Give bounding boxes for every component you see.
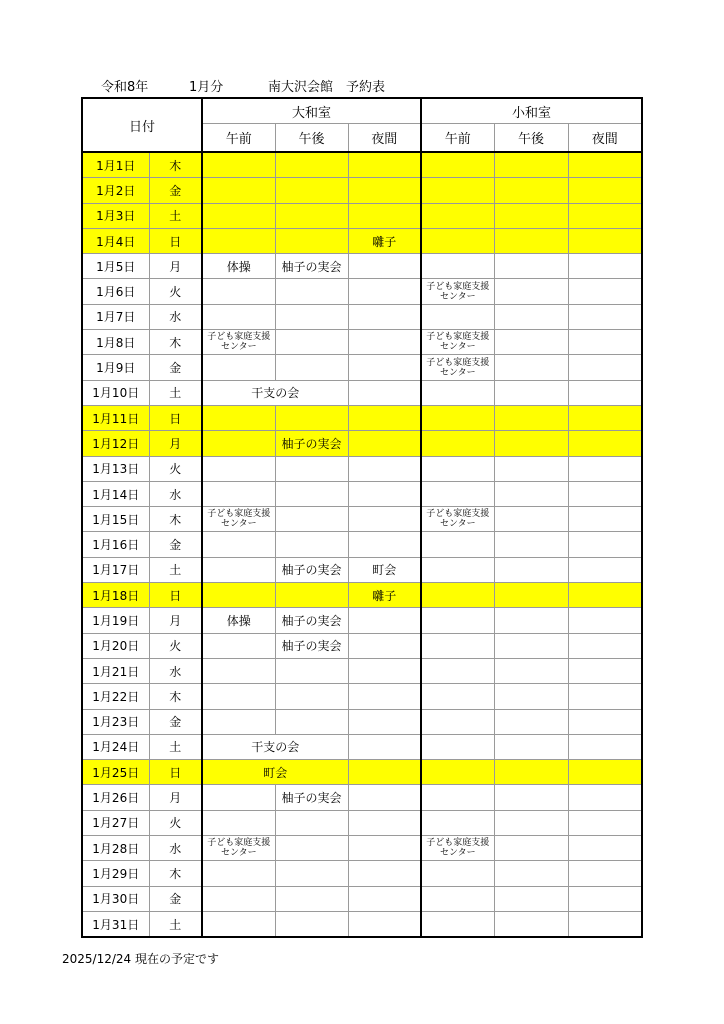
table-row: [82, 911, 642, 937]
date-cell: 1月22日: [82, 684, 149, 709]
large-room-morning: [202, 684, 275, 709]
large-room-morning: [202, 810, 275, 835]
slot-night: 夜間: [348, 124, 421, 153]
large-room-afternoon: 柚子の実会: [275, 608, 348, 633]
table-row: [82, 178, 642, 203]
large-room-morning: [202, 178, 275, 203]
small-room-night: [568, 481, 642, 506]
small-room-morning: 子ども家庭支援 センター: [421, 507, 494, 532]
large-room-morning: [202, 279, 275, 304]
large-room-afternoon: [275, 886, 348, 911]
small-room-afternoon: [494, 330, 568, 355]
large-room-afternoon: [275, 658, 348, 683]
large-room-span-cell: 干支の会: [202, 380, 348, 405]
large-room-night: [348, 709, 421, 734]
large-room-afternoon: [275, 304, 348, 329]
small-room-morning: [421, 658, 494, 683]
large-room-night: [348, 279, 421, 304]
table-row: [82, 405, 642, 430]
small-room-night: [568, 532, 642, 557]
small-room-afternoon: [494, 633, 568, 658]
large-room-afternoon: [275, 330, 348, 355]
large-room-morning: [202, 532, 275, 557]
small-room-night: [568, 810, 642, 835]
small-room-morning: [421, 734, 494, 759]
date-cell: 1月25日: [82, 760, 149, 785]
date-cell: 1月3日: [82, 203, 149, 228]
large-room-afternoon: [275, 228, 348, 253]
large-room-morning: [202, 557, 275, 582]
small-room-night: [568, 557, 642, 582]
date-cell: 1月8日: [82, 330, 149, 355]
date-cell: 1月13日: [82, 456, 149, 481]
small-room-night: [568, 734, 642, 759]
weekday-cell: 火: [149, 456, 202, 481]
table-row: [82, 583, 642, 608]
large-room-span-cell: 町会: [202, 760, 348, 785]
slot-afternoon: 午後: [494, 124, 568, 153]
small-room-morning: [421, 608, 494, 633]
large-room-afternoon: [275, 583, 348, 608]
small-room-afternoon: [494, 760, 568, 785]
small-room-afternoon: [494, 658, 568, 683]
small-room-night: [568, 431, 642, 456]
weekday-cell: 月: [149, 431, 202, 456]
large-room-morning: 体操: [202, 608, 275, 633]
small-room-afternoon: [494, 532, 568, 557]
date-cell: 1月30日: [82, 886, 149, 911]
weekday-cell: 水: [149, 481, 202, 506]
small-room-night: [568, 152, 642, 178]
weekday-cell: 月: [149, 608, 202, 633]
large-room-afternoon: 柚子の実会: [275, 633, 348, 658]
weekday-cell: 木: [149, 861, 202, 886]
weekday-cell: 水: [149, 304, 202, 329]
table-row: [82, 734, 642, 759]
small-room-afternoon: [494, 734, 568, 759]
small-room-afternoon: [494, 861, 568, 886]
room-header-large: 大和室: [202, 98, 421, 124]
large-room-night: [348, 760, 421, 785]
large-room-morning: [202, 911, 275, 937]
small-room-morning: [421, 254, 494, 279]
table-row: [82, 507, 642, 532]
large-room-afternoon: [275, 279, 348, 304]
schedule-body: [82, 152, 642, 937]
slot-afternoon: 午後: [275, 124, 348, 153]
large-room-night: [348, 178, 421, 203]
small-room-morning: [421, 557, 494, 582]
small-room-morning: [421, 886, 494, 911]
small-room-night: [568, 507, 642, 532]
weekday-cell: 金: [149, 355, 202, 380]
small-room-afternoon: [494, 785, 568, 810]
weekday-cell: 火: [149, 279, 202, 304]
small-room-morning: [421, 380, 494, 405]
weekday-cell: 火: [149, 633, 202, 658]
small-room-night: [568, 178, 642, 203]
weekday-cell: 日: [149, 228, 202, 253]
large-room-night: [348, 633, 421, 658]
page-title: 南大沢会館 予約表: [268, 80, 386, 95]
small-room-morning: [421, 532, 494, 557]
small-room-afternoon: [494, 684, 568, 709]
small-room-night: [568, 608, 642, 633]
small-room-night: [568, 456, 642, 481]
date-cell: 1月16日: [82, 532, 149, 557]
weekday-cell: 月: [149, 254, 202, 279]
small-room-night: [568, 380, 642, 405]
large-room-afternoon: [275, 810, 348, 835]
large-room-morning: [202, 228, 275, 253]
large-room-morning: [202, 583, 275, 608]
small-room-afternoon: [494, 405, 568, 430]
large-room-morning: 子ども家庭支援 センター: [202, 836, 275, 861]
large-room-night: [348, 254, 421, 279]
date-cell: 1月15日: [82, 507, 149, 532]
table-row: [82, 810, 642, 835]
small-room-morning: 子ども家庭支援 センター: [421, 279, 494, 304]
small-room-morning: 子ども家庭支援 センター: [421, 330, 494, 355]
small-room-night: [568, 633, 642, 658]
small-room-night: [568, 886, 642, 911]
date-cell: 1月23日: [82, 709, 149, 734]
small-room-afternoon: [494, 481, 568, 506]
date-cell: 1月5日: [82, 254, 149, 279]
large-room-night: [348, 355, 421, 380]
weekday-cell: 金: [149, 178, 202, 203]
table-row: [82, 709, 642, 734]
small-room-afternoon: [494, 431, 568, 456]
large-room-night: [348, 405, 421, 430]
slot-morning: 午前: [202, 124, 275, 153]
date-cell: 1月28日: [82, 836, 149, 861]
large-room-night: [348, 481, 421, 506]
small-room-afternoon: [494, 228, 568, 253]
small-room-morning: [421, 152, 494, 178]
small-room-afternoon: [494, 456, 568, 481]
weekday-cell: 日: [149, 760, 202, 785]
room-header-small: 小和室: [421, 98, 642, 124]
large-room-night: [348, 684, 421, 709]
large-room-afternoon: [275, 684, 348, 709]
large-room-afternoon: [275, 405, 348, 430]
large-room-morning: [202, 152, 275, 178]
large-room-night: 囃子: [348, 583, 421, 608]
small-room-morning: [421, 304, 494, 329]
date-cell: 1月2日: [82, 178, 149, 203]
small-room-afternoon: [494, 279, 568, 304]
small-room-night: [568, 355, 642, 380]
large-room-night: 囃子: [348, 228, 421, 253]
weekday-cell: 土: [149, 557, 202, 582]
table-row: [82, 279, 642, 304]
small-room-afternoon: [494, 836, 568, 861]
small-room-morning: 子ども家庭支援 センター: [421, 836, 494, 861]
large-room-night: [348, 861, 421, 886]
large-room-afternoon: [275, 507, 348, 532]
small-room-night: [568, 911, 642, 937]
small-room-afternoon: [494, 355, 568, 380]
small-room-morning: 子ども家庭支援 センター: [421, 355, 494, 380]
large-room-night: [348, 734, 421, 759]
large-room-night: [348, 203, 421, 228]
small-room-night: [568, 836, 642, 861]
small-room-night: [568, 279, 642, 304]
small-room-morning: [421, 684, 494, 709]
small-room-night: [568, 785, 642, 810]
large-room-night: [348, 456, 421, 481]
table-row: [82, 532, 642, 557]
table-row: [82, 330, 642, 355]
large-room-afternoon: [275, 532, 348, 557]
large-room-morning: 子ども家庭支援 センター: [202, 507, 275, 532]
weekday-cell: 日: [149, 583, 202, 608]
table-row: [82, 785, 642, 810]
small-room-afternoon: [494, 254, 568, 279]
small-room-night: [568, 709, 642, 734]
small-room-morning: [421, 456, 494, 481]
small-room-afternoon: [494, 557, 568, 582]
small-room-morning: [421, 583, 494, 608]
small-room-afternoon: [494, 911, 568, 937]
date-cell: 1月6日: [82, 279, 149, 304]
large-room-night: [348, 507, 421, 532]
table-row: [82, 431, 642, 456]
small-room-morning: [421, 709, 494, 734]
large-room-night: [348, 658, 421, 683]
large-room-afternoon: [275, 481, 348, 506]
large-room-morning: [202, 886, 275, 911]
date-cell: 1月14日: [82, 481, 149, 506]
date-cell: 1月11日: [82, 405, 149, 430]
large-room-afternoon: 柚子の実会: [275, 254, 348, 279]
small-room-night: [568, 405, 642, 430]
weekday-cell: 土: [149, 911, 202, 937]
date-cell: 1月21日: [82, 658, 149, 683]
small-room-afternoon: [494, 152, 568, 178]
large-room-morning: [202, 633, 275, 658]
weekday-cell: 月: [149, 785, 202, 810]
large-room-afternoon: 柚子の実会: [275, 785, 348, 810]
date-cell: 1月31日: [82, 911, 149, 937]
date-cell: 1月12日: [82, 431, 149, 456]
date-cell: 1月9日: [82, 355, 149, 380]
month-label: 1月分: [189, 80, 224, 95]
large-room-night: [348, 304, 421, 329]
large-room-afternoon: [275, 203, 348, 228]
reservation-table: [81, 97, 643, 938]
table-row: [82, 380, 642, 405]
weekday-cell: 土: [149, 734, 202, 759]
table-row: [82, 481, 642, 506]
small-room-afternoon: [494, 709, 568, 734]
table-row: [82, 658, 642, 683]
slot-morning: 午前: [421, 124, 494, 153]
small-room-morning: [421, 228, 494, 253]
small-room-morning: [421, 481, 494, 506]
large-room-night: [348, 608, 421, 633]
small-room-afternoon: [494, 304, 568, 329]
small-room-morning: [421, 785, 494, 810]
date-cell: 1月1日: [82, 152, 149, 178]
large-room-night: [348, 431, 421, 456]
large-room-night: [348, 330, 421, 355]
large-room-night: [348, 886, 421, 911]
small-room-night: [568, 658, 642, 683]
small-room-night: [568, 254, 642, 279]
large-room-morning: [202, 481, 275, 506]
large-room-morning: [202, 456, 275, 481]
large-room-morning: [202, 304, 275, 329]
weekday-cell: 日: [149, 405, 202, 430]
table-row: [82, 836, 642, 861]
weekday-cell: 木: [149, 507, 202, 532]
small-room-afternoon: [494, 203, 568, 228]
weekday-cell: 木: [149, 152, 202, 178]
small-room-night: [568, 304, 642, 329]
small-room-morning: [421, 760, 494, 785]
small-room-night: [568, 684, 642, 709]
large-room-afternoon: [275, 861, 348, 886]
large-room-afternoon: [275, 178, 348, 203]
weekday-cell: 木: [149, 684, 202, 709]
date-cell: 1月4日: [82, 228, 149, 253]
era-year: 令和8年: [101, 80, 149, 95]
table-row: [82, 608, 642, 633]
date-cell: 1月17日: [82, 557, 149, 582]
large-room-afternoon: [275, 355, 348, 380]
large-room-afternoon: 柚子の実会: [275, 557, 348, 582]
large-room-morning: [202, 431, 275, 456]
date-cell: 1月24日: [82, 734, 149, 759]
large-room-morning: [202, 658, 275, 683]
large-room-afternoon: [275, 836, 348, 861]
table-row: [82, 633, 642, 658]
date-cell: 1月18日: [82, 583, 149, 608]
weekday-cell: 土: [149, 203, 202, 228]
table-row: [82, 456, 642, 481]
small-room-night: [568, 203, 642, 228]
large-room-night: [348, 836, 421, 861]
large-room-afternoon: [275, 152, 348, 178]
small-room-morning: [421, 178, 494, 203]
table-row: [82, 355, 642, 380]
large-room-morning: [202, 405, 275, 430]
weekday-cell: 木: [149, 330, 202, 355]
weekday-cell: 金: [149, 709, 202, 734]
date-cell: 1月10日: [82, 380, 149, 405]
large-room-morning: 体操: [202, 254, 275, 279]
large-room-morning: [202, 355, 275, 380]
small-room-morning: [421, 405, 494, 430]
table-row: [82, 203, 642, 228]
table-row: [82, 861, 642, 886]
large-room-afternoon: [275, 456, 348, 481]
large-room-span-cell: 干支の会: [202, 734, 348, 759]
table-row: [82, 684, 642, 709]
table-row: [82, 228, 642, 253]
small-room-afternoon: [494, 380, 568, 405]
small-room-night: [568, 330, 642, 355]
table-row: [82, 152, 642, 178]
table-row: [82, 557, 642, 582]
table-row: [82, 886, 642, 911]
slot-night: 夜間: [568, 124, 642, 153]
weekday-cell: 火: [149, 810, 202, 835]
date-cell: 1月20日: [82, 633, 149, 658]
date-cell: 1月26日: [82, 785, 149, 810]
small-room-afternoon: [494, 507, 568, 532]
date-cell: 1月27日: [82, 810, 149, 835]
table-row: [82, 304, 642, 329]
large-room-night: [348, 380, 421, 405]
date-header: 日付: [82, 98, 202, 152]
small-room-afternoon: [494, 583, 568, 608]
date-cell: 1月7日: [82, 304, 149, 329]
small-room-afternoon: [494, 810, 568, 835]
table-row: [82, 760, 642, 785]
date-cell: 1月19日: [82, 608, 149, 633]
large-room-afternoon: 柚子の実会: [275, 431, 348, 456]
large-room-morning: [202, 785, 275, 810]
large-room-night: [348, 785, 421, 810]
small-room-morning: [421, 203, 494, 228]
small-room-afternoon: [494, 178, 568, 203]
small-room-morning: [421, 861, 494, 886]
small-room-afternoon: [494, 608, 568, 633]
small-room-night: [568, 861, 642, 886]
large-room-night: [348, 532, 421, 557]
small-room-morning: [421, 431, 494, 456]
weekday-cell: 金: [149, 886, 202, 911]
weekday-cell: 水: [149, 658, 202, 683]
weekday-cell: 金: [149, 532, 202, 557]
large-room-morning: [202, 203, 275, 228]
large-room-morning: [202, 861, 275, 886]
small-room-night: [568, 583, 642, 608]
small-room-morning: [421, 633, 494, 658]
large-room-afternoon: [275, 709, 348, 734]
large-room-night: [348, 152, 421, 178]
small-room-morning: [421, 810, 494, 835]
large-room-night: [348, 911, 421, 937]
large-room-afternoon: [275, 911, 348, 937]
large-room-morning: 子ども家庭支援 センター: [202, 330, 275, 355]
small-room-night: [568, 228, 642, 253]
large-room-morning: [202, 709, 275, 734]
small-room-afternoon: [494, 886, 568, 911]
large-room-night: 町会: [348, 557, 421, 582]
table-row: [82, 254, 642, 279]
large-room-night: [348, 810, 421, 835]
weekday-cell: 水: [149, 836, 202, 861]
small-room-morning: [421, 911, 494, 937]
weekday-cell: 土: [149, 380, 202, 405]
date-cell: 1月29日: [82, 861, 149, 886]
footer-note: 2025/12/24 現在の予定です: [62, 952, 219, 966]
small-room-night: [568, 760, 642, 785]
